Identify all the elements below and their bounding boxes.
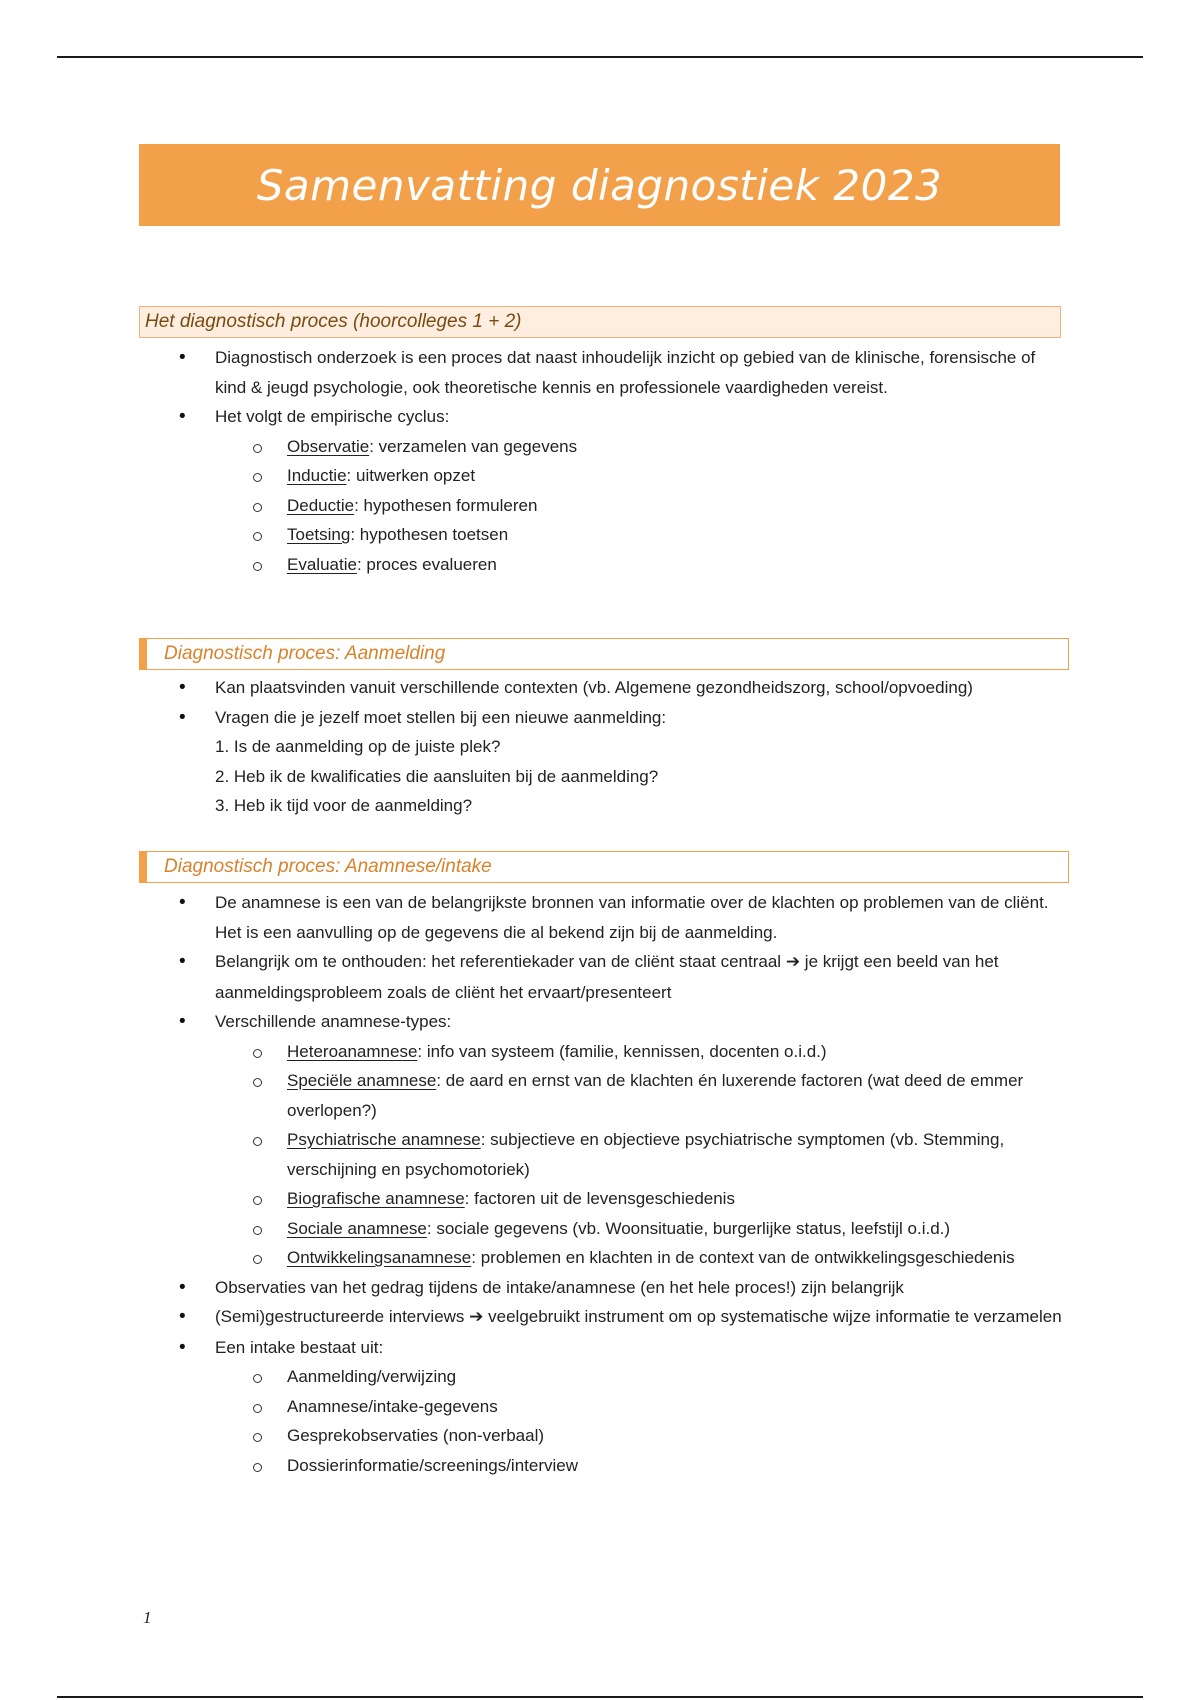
list-item-text: Verschillende anamnese-types: [215,1012,452,1031]
term: Heteroanamnese [287,1041,418,1061]
list-item [139,1007,1069,1273]
page-number: 1 [143,1608,152,1627]
term: Biografische anamnese [287,1189,465,1208]
list-item [139,461,1069,491]
list-item [139,947,1069,1007]
section-diagnostisch-proces [139,306,1069,579]
list-item: • Observaties van het gedrag tijdens de intake/anamnese (en het hele proces!) zijn belangrijk [139,1273,1069,1303]
section-anamnese-intake [139,851,1069,1480]
term-desc: : sociale gegevens (vb. Woonsituatie, burgerlijke status, leefstijl o.i.d.) [426,1218,951,1238]
term-desc: : hypothesen toetsen [350,525,509,544]
list-item: Dossierinformatie/screenings/interview [139,1451,1069,1481]
term: Evaluatie [287,554,357,574]
document-title: Samenvatting diagnostiek 2023 [256,160,943,210]
list-item [139,1214,1069,1244]
term: Observatie [287,436,370,456]
sub-list [215,432,1069,580]
list-item [139,432,1069,462]
list-item [139,703,1069,821]
list-item: Anamnese/intake-gegevens [139,1392,1069,1422]
list-item [139,1125,1069,1184]
list-item-text: Een intake bestaat uit: [215,1337,384,1357]
list-item [139,491,1069,521]
bullet-list [139,343,1069,579]
term: Ontwikkelingsanamnese [287,1248,472,1267]
list-item-text: je krijgt een beeld van het aanmeldingsprobleem zoals de cliënt het ervaart/presenteert [215,952,999,1002]
header-rule [57,56,1143,58]
list-item-text: Belangrijk om te onthouden: het referentiekader van de cliënt staat centraal [215,952,782,971]
title-banner [139,144,1060,226]
term-desc: : info van systeem (familie, kennissen, docenten o.i.d.) [417,1041,827,1061]
term-desc: : uitwerken opzet [346,466,476,485]
term-desc: : de aard en ernst van de klachten én luxerende factoren (wat deed de emmer overlopen?) [287,1071,1024,1120]
list-item [139,1333,1069,1481]
list-item [139,1184,1069,1214]
section-heading: Diagnostisch proces: Anamnese/intake [139,851,1069,883]
list-item [139,402,1069,579]
term: Toetsing [287,525,351,544]
list-item-text: Vragen die je jezelf moet stellen bij een nieuwe aanmelding: [215,707,667,727]
list-item [139,550,1069,580]
term: Psychiatrische anamnese [287,1130,481,1149]
list-item [139,520,1069,550]
list-item: • Kan plaatsvinden vanuit verschillende contexten (vb. Algemene gezondheidszorg, school/opvoeding) [139,673,1069,703]
bullet-list [139,888,1069,1480]
term-desc: : hypothesen formuleren [354,495,538,515]
list-item-text: Het volgt de empirische cyclus: [215,407,450,426]
term: Sociale anamnese [287,1218,427,1238]
question: 3. Heb ik tijd voor de aanmelding? [215,796,473,815]
footer-rule [57,1696,1143,1698]
list-item [139,1037,1069,1067]
term-desc: : proces evalueren [356,554,497,574]
section-heading: Diagnostisch proces: Aanmelding [139,638,1069,670]
term: Inductie [287,466,347,485]
arrow-icon: ➔ [785,952,801,972]
list-item-text: veelgebruikt instrument om op systematische wijze informatie te verzamelen [483,1307,1062,1326]
section-heading: Het diagnostisch proces (hoorcolleges 1 + 2) [139,306,1061,338]
list-item: • De anamnese is een van de belangrijkste bronnen van informatie over de klachten op problemen van de cliënt. Het is een aanvulling op de gegevens die al bekend zijn bij de aanmelding. [139,888,1069,947]
question: 2. Heb ik de kwalificaties die aansluiten bij de aanmelding? [215,766,659,786]
bullet-list [139,673,1069,821]
section-aanmelding [139,638,1069,821]
term-desc: : subjectieve en objectieve psychiatrische symptomen (vb. Stemming, verschijning en psychomotoriek) [287,1130,1005,1179]
list-item [139,1243,1069,1273]
term-desc: : problemen en klachten in de context van de ontwikkelingsgeschiedenis [471,1248,1015,1267]
list-item [139,1302,1069,1333]
term: Speciële anamnese [287,1071,437,1090]
term: Deductie [287,495,355,515]
list-item [139,1066,1069,1125]
sub-list [215,1362,1069,1480]
list-item: • Diagnostisch onderzoek is een proces dat naast inhoudelijk inzicht op gebied van de klinische, forensische of kind & jeugd psychologie, ook theoretische kennis en professionele vaardigheden vereist. [139,343,1069,402]
question: 1. Is de aanmelding op de juiste plek? [215,737,501,756]
list-item: Aanmelding/verwijzing [139,1362,1069,1392]
list-item-text: (Semi)gestructureerde interviews [215,1307,465,1326]
arrow-icon: ➔ [469,1307,484,1327]
sub-list [215,1037,1069,1273]
list-item: Gesprekobservaties (non-verbaal) [139,1421,1069,1451]
term-desc: : verzamelen van gegevens [369,436,578,456]
term-desc: : factoren uit de levensgeschiedenis [464,1189,735,1208]
